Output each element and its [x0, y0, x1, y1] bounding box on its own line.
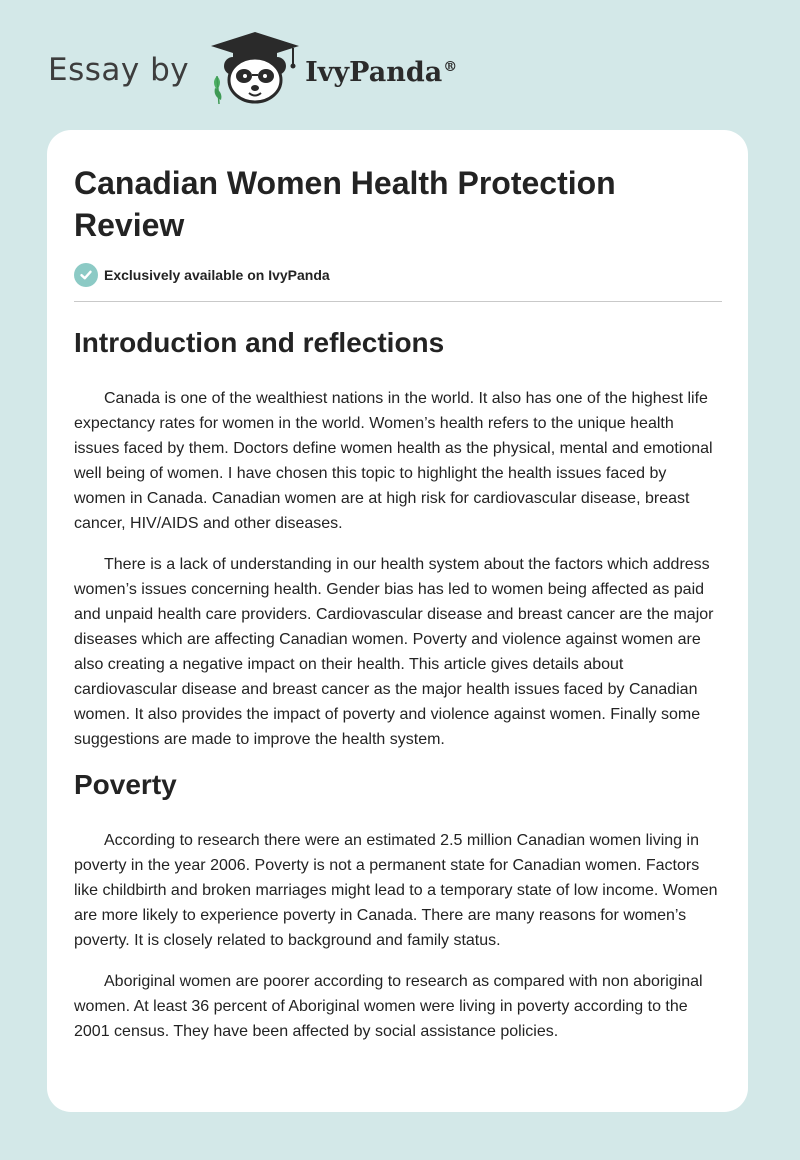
section-introduction — [74, 326, 722, 752]
section-heading: Poverty — [74, 769, 177, 800]
brand-name-text: IvyPanda — [305, 56, 443, 88]
title-divider — [74, 301, 722, 302]
exclusive-badge — [74, 263, 722, 287]
checkmark-icon — [74, 263, 98, 287]
site-brand[interactable] — [48, 34, 457, 106]
exclusive-label: Exclusively available on IvyPanda — [104, 267, 330, 283]
paragraph: Aboriginal women are poorer according to research as compared with non aboriginal women. At least 36 percent of Aboriginal women were living in poverty according to the 2001 census. They have been affected by social assistance policies. — [74, 973, 703, 1040]
paragraph: There is a lack of understanding in our health system about the factors which address women’s issues concerning health. Gender bias has led to women being affected as paid and unpaid health care providers. Cardiovascular disease and breast cancer are the major diseases which are affecting Canadian women. Poverty and violence against women are also creating a negative impact on their health. This article gives details about cardiovascular disease and breast cancer as the major health issues faced by Canadian women. It also provides the impact of poverty and violence against women. Finally some suggestions are made to improve the health system. — [74, 556, 714, 748]
paragraph: According to research there were an estimated 2.5 million Canadian women living in poverty in the year 2006. Poverty is not a permanent state for Canadian women. Factors like childbirth and broken marriages might lead to a temporary state of low income. Women are more likely to experience poverty in Canada. There are many reasons for women’s poverty. It is closely related to background and family status. — [74, 832, 718, 949]
essay-card — [47, 130, 748, 1112]
page-title: Canadian Women Health Protection Review — [74, 165, 616, 243]
panda-graduate-logo-icon — [207, 30, 303, 106]
brand-name — [305, 57, 457, 88]
registered-mark: ® — [443, 58, 458, 75]
section-heading: Introduction and reflections — [74, 327, 445, 358]
paragraph: Canada is one of the wealthiest nations in the world. It also has one of the highest life expectancy rates for women in the world. Women’s health refers to the unique health issues faced by them. Doctors define women health as the physical, mental and emotional well being of women. I have chosen this topic to highlight the health issues faced by women in Canada. Canadian women are at high risk for cardiovascular disease, breast cancer, HIV/AIDS and other diseases. — [74, 390, 713, 532]
section-poverty — [74, 768, 722, 1044]
brand-prefix: Essay by — [48, 52, 190, 88]
